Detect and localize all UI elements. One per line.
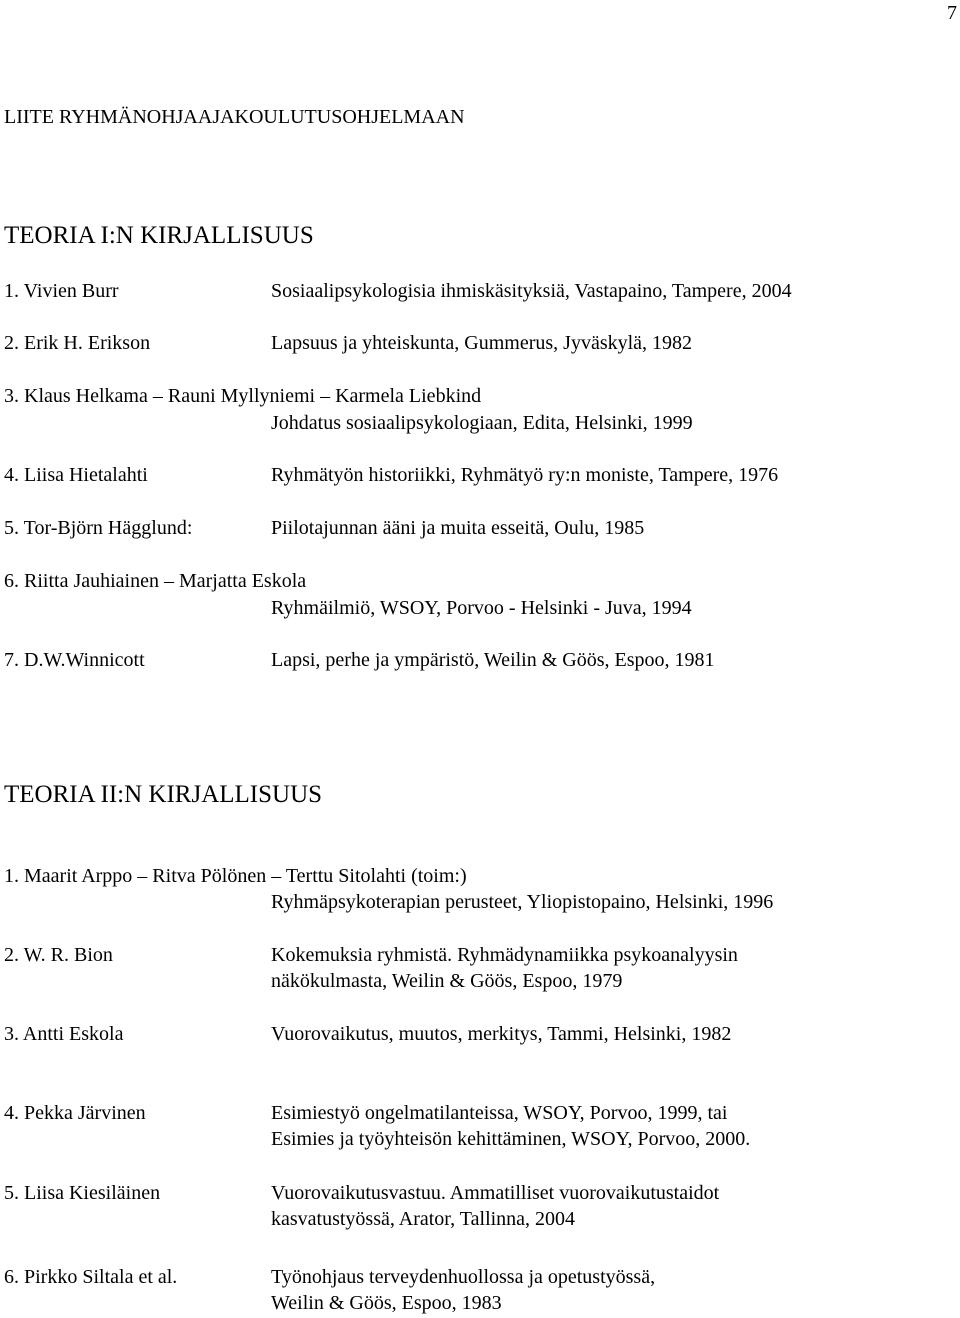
- entry-work: Johdatus sosiaalipsykologiaan, Edita, Helsinki, 1999: [271, 412, 693, 434]
- entry-author: 7. D.W.Winnicott: [4, 649, 145, 671]
- entry-work-continued: Esimies ja työyhteisön kehittäminen, WSOY, Porvoo, 2000.: [271, 1128, 751, 1150]
- entry-work: Lapsuus ja yhteiskunta, Gummerus, Jyväskylä, 1982: [271, 332, 693, 354]
- entry-work: Lapsi, perhe ja ympäristö, Weilin & Göös, Espoo, 1981: [271, 649, 715, 671]
- entry-work: Vuorovaikutus, muutos, merkitys, Tammi, Helsinki, 1982: [271, 1023, 732, 1045]
- entry-work-continued: kasvatustyössä, Arator, Tallinna, 2004: [271, 1208, 576, 1230]
- entry-work: Piilotajunnan ääni ja muita esseitä, Oulu, 1985: [271, 517, 645, 539]
- entry-author: 1. Vivien Burr: [4, 280, 119, 302]
- entry-author: 1. Maarit Arppo – Ritva Pölönen – Terttu Sitolahti (toim:): [4, 865, 467, 887]
- entry-author: 3. Klaus Helkama – Rauni Myllyniemi – Karmela Liebkind: [4, 385, 482, 407]
- entry-work: Esimiestyö ongelmatilanteissa, WSOY, Porvoo, 1999, tai: [271, 1102, 728, 1124]
- entry-author: 3. Antti Eskola: [4, 1023, 124, 1045]
- entry-work-continued: Weilin & Göös, Espoo, 1983: [271, 1292, 502, 1314]
- page-number: 7: [947, 2, 957, 24]
- entry-author: 5. Liisa Kiesiläinen: [4, 1182, 161, 1204]
- entry-author: 6. Pirkko Siltala et al.: [4, 1266, 178, 1288]
- entry-work: Ryhmäpsykoterapian perusteet, Yliopistopaino, Helsinki, 1996: [271, 891, 774, 913]
- entry-author: 2. Erik H. Erikson: [4, 332, 151, 354]
- entry-work: Ryhmätyön historiikki, Ryhmätyö ry:n moniste, Tampere, 1976: [271, 464, 779, 486]
- entry-work: Kokemuksia ryhmistä. Ryhmädynamiikka psykoanalyysin: [271, 944, 738, 966]
- entry-author: 5. Tor-Björn Hägglund:: [4, 517, 193, 539]
- entry-work: Vuorovaikutusvastuu. Ammatilliset vuorovaikutustaidot: [271, 1182, 720, 1204]
- entry-work: Sosiaalipsykologisia ihmiskäsityksiä, Vastapaino, Tampere, 2004: [271, 280, 792, 302]
- entry-author: 6. Riitta Jauhiainen – Marjatta Eskola: [4, 570, 307, 592]
- entry-author: 4. Liisa Hietalahti: [4, 464, 148, 486]
- entry-work-continued: näkökulmasta, Weilin & Göös, Espoo, 1979: [271, 970, 623, 992]
- appendix-title: LIITE RYHMÄNOHJAAJAKOULUTUSOHJELMAAN: [4, 106, 465, 128]
- section-heading: TEORIA II:N KIRJALLISUUS: [4, 781, 323, 808]
- entry-work: Työnohjaus terveydenhuollossa ja opetustyössä,: [271, 1266, 656, 1288]
- section-heading: TEORIA I:N KIRJALLISUUS: [4, 222, 314, 249]
- entry-work: Ryhmäilmiö, WSOY, Porvoo - Helsinki - Juva, 1994: [271, 597, 692, 619]
- entry-author: 2. W. R. Bion: [4, 944, 113, 966]
- entry-author: 4. Pekka Järvinen: [4, 1102, 146, 1124]
